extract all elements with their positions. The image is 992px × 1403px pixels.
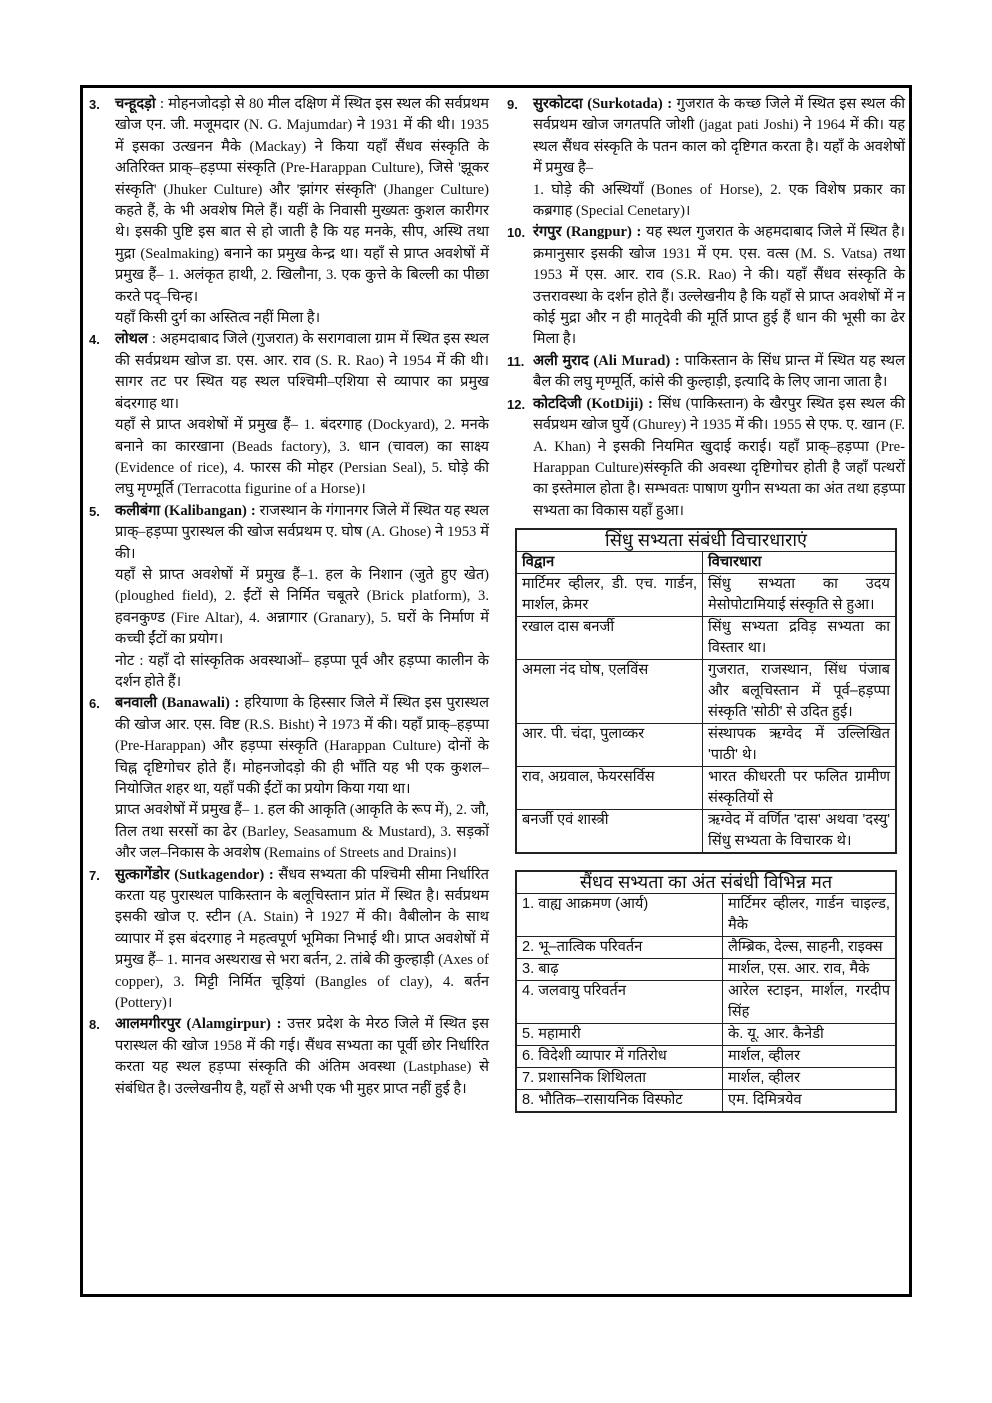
table-cell: मार्टिमर व्हीलर, गार्डन चाइल्ड, मैके [723, 894, 897, 937]
table-row [516, 1024, 896, 1046]
site-description: हरियाणा के हिस्सार जिले में स्थित इस पुरास्थल की खोज आर. एस. विष्ट (R.S. Bisht) ने 1973 में की। यहाँ प्राक्–हड़प्पा (Pre-Harappan) और हड़प्पा संस्कृति (Harappan Culture) दोनों के चिह्न दृष्टिगोचर होते हैं। मोहनजोदड़ो की ही भाँति यह भी एक कुशल–नियोजित शहर था, यहाँ पकी ईंटों का प्रयोग किया गया था। [115, 695, 489, 797]
item-number: 11. [507, 353, 525, 369]
site-description: : अहमदाबाद जिले (गुजरात) के सरागवाला ग्राम में स्थित इस स्थल की सर्वप्रथम खोज डा. एस. आर. राव (S. R. Rao) ने 1954 में की थी। सागर तट पर स्थित यह स्थल पश्चिमी–एशिया से व्यापार का प्रमुख बंदरगाह था। [115, 331, 489, 412]
table-cell: 2. भू–तात्विक परिवर्तन [516, 937, 723, 959]
table-row [516, 894, 896, 937]
table-cell: मार्शल, एस. आर. राव, मैके [723, 959, 897, 981]
item-number: 3. [89, 97, 100, 112]
list-item [89, 329, 489, 500]
item-number: 8. [89, 1017, 100, 1033]
site-description: सैंधव सभ्यता की पश्चिमी सीमा निर्धारित करता यह पुरास्थल पाकिस्तान के बलूचिस्तान प्रांत में स्थित है। सर्वप्रथम इसकी खोज ए. स्टीन (A. Stain) ने 1927 में की। वैबीलोन के साथ व्यापार में इस बंदरगाह ने महत्वपूर्ण भूमिका निभाई थी। प्राप्त अवशेषों में प्रमुख हैं– 1. मानव अस्थराख से भरा बर्तन, 2. तांबे की कुल्हाड़ी (Axes of copper), 3. मिट्टी निर्मित चूड़ियां (Bangles of clay), 4. बर्तन (Pottery)। [115, 866, 490, 1012]
table-title: सिंधु सभ्यता संबंधी विचारधाराएं [516, 529, 896, 552]
right-column [507, 94, 905, 1113]
item-text [115, 693, 489, 800]
table-row [516, 937, 896, 959]
item-text [533, 394, 905, 522]
site-description: राजस्थान के गंगानगर जिले में स्थित यह स्थल प्राक्–हड़प्पा पुरास्थल की खोज सर्वप्रथम ए. घोष (A. Ghose) ने 1953 में की। [115, 502, 489, 562]
site-description: : मोहनजोदड़ो से 80 मील दक्षिण में स्थित इस स्थल की सर्वप्रथम खोज एन. जी. मजूमदार (N. G. Majumdar) ने 1931 में की थी। 1935 में इसका उत्खनन मैके (Mackay) ने किया यहाँ सैंधव संस्कृति के अतिरिक्त प्राक्–हड़प्पा संस्कृति (Pre-Harappan Culture), जिसे 'झूकर संस्कृति' (Jhuker Culture) और 'झांगर संस्कृति' (Jhanger Culture) कहते हैं, के भी अवशेष मिले हैं। यहीं के निवासी मुख्यतः कुशल कारीगर थे। इसकी पुष्टि इस बात से हो जाती है कि यह मनके, सीप, अस्थि तथा मुद्रा (Sealmaking) बनाने का प्रमुख केन्द्र था। यहाँ से प्राप्त अवशेषों में प्रमुख हैं– 1. अलंकृत हाथी, 2. खिलौना, 3. एक कुत्ते के बिल्ली का पीछा करते पद्–चिन्ह। [115, 96, 489, 305]
item-paragraph: नोट : यहाँ दो सांस्कृतिक अवस्थाओं– हड़प्पा पूर्व और हड़प्पा कालीन के दर्शन होते हैं। [115, 652, 489, 690]
table-row [516, 574, 896, 617]
table-cell: आरेल स्टाइन, मार्शल, गरदीप सिंह [723, 981, 897, 1024]
site-title: चन्हूदड़ो [115, 96, 156, 112]
site-title: सुत्कागेंडोर (Sutkagendor) : [115, 866, 274, 883]
list-item [507, 94, 905, 222]
table-cell: भारत कीधरती पर फलित ग्रामीण संस्कृतियों से [703, 767, 897, 810]
item-paragraph: यहाँ से प्राप्त अवशेषों में प्रमुख हैं–1. हल के निशान (जुते हुए खेत) (ploughed field), 2. ईंटों से निर्मित चबूतरे (Brick platform), 3. हवनकुण्ड (Fire Altar), 4. अन्नागार (Granary), 5. घरों के निर्माण में कच्ची ईंटों का प्रयोग। [115, 566, 489, 648]
table-cell: बनर्जी एवं शास्त्री [516, 810, 703, 854]
list-item [89, 501, 489, 694]
decline-theories-table [515, 870, 897, 1113]
table-cell: रखाल दास बनर्जी [516, 617, 703, 660]
table-cell: लैम्ब्रिक, देल्स, साहनी, राइक्स [723, 937, 897, 959]
site-title: कोटदिजी (KotDiji) : [533, 395, 654, 412]
item-number: 6. [89, 696, 100, 712]
site-title: अली मुराद (Ali Murad) : [533, 352, 680, 369]
table-cell: संस्थापक ऋग्वेद में उल्लिखित 'पाठी' थे। [703, 724, 897, 767]
table-cell: अमला नंद घोष, एलविंस [516, 660, 703, 724]
table-cell: 8. भौतिक–रासायनिक विस्फोट [516, 1090, 723, 1113]
item-number: 9. [507, 97, 518, 112]
table-cell: के. यू. आर. कैनेडी [723, 1024, 897, 1046]
site-title: लोथल [115, 331, 148, 348]
table-cell: 3. बाढ़ [516, 959, 723, 981]
column-header-theory: विचारधारा [703, 552, 897, 574]
item-paragraph: यहाँ किसी दुर्ग का अस्तित्व नहीं मिला है। [115, 310, 321, 327]
item-text [533, 351, 905, 394]
site-title: बनवाली (Banawali) : [115, 695, 240, 712]
table-cell: 1. वाह्य आक्रमण (आर्य) [516, 894, 723, 937]
item-paragraph: यहाँ से प्राप्त अवशेषों में प्रमुख हैं– 1. बंदरगाह (Dockyard), 2. मनके बनाने का कारखाना (Beads factory), 3. धान (चावल) का साक्ष्य (Evidence of rice), 4. फारस की मोहर (Persian Seal), 5. घोड़े की लघु मृण्मूर्ति (Terracotta figurine of a Horse)। [115, 417, 489, 498]
list-item [89, 693, 489, 864]
table-cell: सिंधु सभ्यता द्रविड़ सभ्यता का विस्तार था। [703, 617, 897, 660]
table-cell: मार्शल, व्हीलर [723, 1046, 897, 1068]
site-title: आलमगीरपुर (Alamgirpur) : [115, 1016, 282, 1033]
table-row [516, 959, 896, 981]
table-cell: 5. महामारी [516, 1024, 723, 1046]
item-number: 4. [89, 332, 100, 348]
item-text [115, 329, 489, 415]
list-item [89, 865, 489, 1015]
site-title: कलीबंगा (Kalibangan) : [115, 502, 256, 519]
page-frame [80, 85, 912, 1297]
item-number: 12. [507, 396, 526, 412]
item-number: 7. [89, 867, 100, 883]
item-text [533, 222, 905, 350]
item-paragraph: प्राप्त अवशेषों में प्रमुख हैं– 1. हल की आकृति (आकृति के रूप में), 2. जौ, तिल तथा सरसों का ढेर (Barley, Seasamum & Mustard), 3. सड़कों और जल–निकास के अवशेष (Remains of Streets and Drains)। [115, 802, 489, 862]
item-paragraph: 1. घोड़े की अस्थियाँ (Bones of Horse), 2. एक विशेष प्रकार का कब्रगाह (Special Cenetary)। [533, 181, 905, 220]
table-row [516, 1090, 896, 1113]
table-row [516, 660, 896, 724]
item-text [115, 1014, 489, 1100]
table-cell: एम. दिमित्रयेव [723, 1090, 897, 1113]
table-cell: ऋग्वेद में वर्णित 'दास' अथवा 'दस्यु' सिंधु सभ्यता के विचारक थे। [703, 810, 897, 854]
table-cell: 7. प्रशासनिक शिथिलता [516, 1068, 723, 1090]
theories-table [515, 528, 897, 854]
site-description: उत्तर प्रदेश के मेरठ जिले में स्थित इस परास्थल की खोज 1958 में की गई। सैंधव सभ्यता का पूर्वी छोर निर्धारित करता यह स्थल हड़प्पा संस्कृति की अंतिम अवस्था (Lastphase) से संबंधित है। उल्लेखनीय है, यहाँ से अभी एक भी मुहर प्राप्त नहीं हुई है। [115, 1016, 489, 1097]
table-row [516, 724, 896, 767]
list-item [507, 394, 905, 522]
item-number: 10. [507, 225, 526, 241]
table-row [516, 767, 896, 810]
table-cell: मार्टिमर व्हीलर, डी. एच. गार्डन, मार्शल, क्रेमर [516, 574, 703, 617]
list-item [89, 94, 489, 329]
item-number: 5. [89, 503, 100, 519]
column-header-scholar: विद्वान [516, 552, 703, 574]
table-cell: राव, अग्रवाल, फेयरसर्विस [516, 767, 703, 810]
item-text [115, 94, 489, 308]
table-row [516, 810, 896, 854]
table-cell: गुजरात, राजस्थान, सिंध पंजाब और बलूचिस्तान में पूर्व–हड़प्पा संस्कृति 'सोठी' से उदित हुई। [703, 660, 897, 724]
table-row [516, 1046, 896, 1068]
table-cell: 6. विदेशी व्यापार में गतिरोध [516, 1046, 723, 1068]
site-description: सिंध (पाकिस्तान) के खैरपुर स्थित इस स्थल की सर्वप्रथम खोज घुर्ये (Ghurey) ने 1935 में की। 1955 से एफ. ए. खान (F. A. Khan) ने इसकी नियमित खुदाई कराई। यहाँ प्राक्–हड़प्पा (Pre-Harappan Culture)संस्कृति की अवस्था दृष्टिगोचर होती है जहाँ पत्थरों का इस्तेमाल होता है। सम्भवतः पाषाण युगीन सभ्यता का अंत तथा हड़प्पा सभ्यता का विकास यहाँ हुआ। [533, 395, 905, 519]
table-row [516, 1068, 896, 1090]
item-text [115, 501, 489, 565]
table-cell: 4. जलवायु परिवर्तन [516, 981, 723, 1024]
site-title: सुरकोटदा (Surkotada) : [533, 96, 673, 112]
site-description: पाकिस्तान के सिंध प्रान्त में स्थित यह स्थल बैल की लघु मृण्मूर्ति, कांसे की कुल्हाड़ी, इत्यादि के लिए जाना जाता है। [533, 352, 905, 391]
table-title: सैंधव सभ्यता का अंत संबंधी विभिन्न मत [516, 871, 896, 894]
table-cell: सिंधु सभ्यता का उदय मेसोपोटामियाई संस्कृति से हुआ। [703, 574, 897, 617]
site-title: रंगपुर (Rangpur) : [533, 224, 642, 241]
table-cell: आर. पी. चंदा, पुलाव्कर [516, 724, 703, 767]
left-column [89, 94, 489, 1100]
list-item [507, 222, 905, 350]
item-text [533, 94, 905, 180]
list-item [89, 1014, 489, 1100]
list-item [507, 351, 905, 394]
table-cell: मार्शल, व्हीलर [723, 1068, 897, 1090]
site-description: यह स्थल गुजरात के अहमदाबाद जिले में स्थित है। क्रमानुसार इसकी खोज 1931 में एम. एस. वत्स (M. S. Vatsa) तथा 1953 में एस. आर. राव (S.R. Rao) ने की। यहाँ सैंधव संस्कृति के उत्तरावस्था के दर्शन होते हैं। उल्लेखनीय है कि यहाँ से प्राप्त अवशेषों में न कोई मुद्रा और न ही मातृदेवी की मूर्ति प्राप्त हुई हैं धान की भूसी का ढेर मिला है। [533, 224, 906, 348]
table-row [516, 981, 896, 1024]
item-text [115, 865, 489, 1015]
site-description: गुजरात के कच्छ जिले में स्थित इस स्थल की सर्वप्रथम खोज जगतपति जोशी (jagat pati Joshi) ने 1964 में की। यह स्थल सैंधव संस्कृति के पतन काल को दृष्टिगत करता है। यहाँ के अवशेषों में प्रमुख है– [533, 96, 905, 177]
table-row [516, 617, 896, 660]
